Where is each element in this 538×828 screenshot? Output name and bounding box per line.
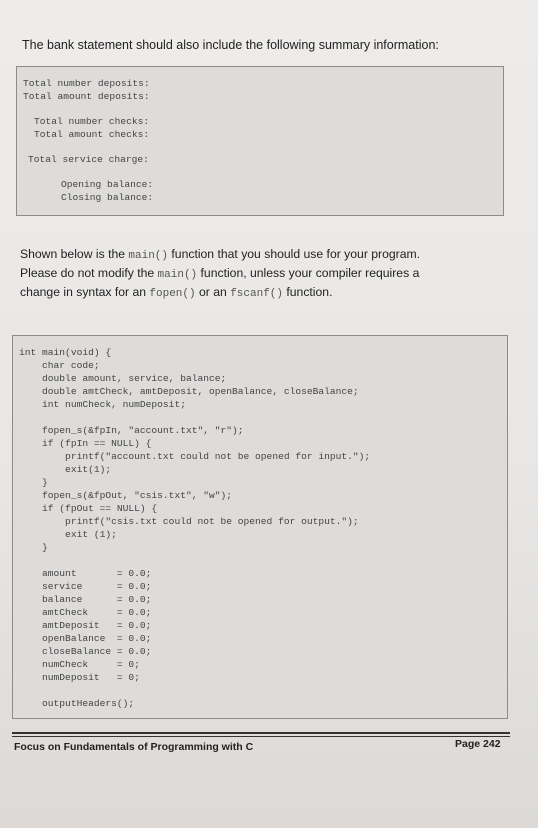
summary-line: Total service charge:	[28, 154, 149, 165]
paragraph-line: change in syntax for an fopen() or an fscanf() function.	[20, 285, 333, 300]
code-line: amtCheck = 0.0;	[19, 607, 152, 618]
intro-text: The bank statement should also include the following summary information:	[22, 38, 439, 52]
paragraph-line: Shown below is the main() function that you should use for your program.	[20, 247, 421, 262]
code-line: fopen_s(&fpOut, "csis.txt", "w");	[19, 490, 233, 501]
footer-rule-thin	[12, 736, 510, 737]
code-line: closeBalance = 0.0;	[19, 646, 152, 657]
code-line: amount = 0.0;	[19, 568, 152, 579]
code-line: openBalance = 0.0;	[19, 633, 152, 644]
code-line: double amtCheck, amtDeposit, openBalance, closeBalance;	[19, 386, 359, 397]
summary-line: Closing balance:	[61, 192, 154, 203]
code-line: }	[19, 477, 48, 488]
code-line: double amount, service, balance;	[19, 373, 227, 384]
summary-line: Total number deposits:	[23, 78, 150, 89]
summary-box	[16, 66, 504, 216]
code-box	[12, 335, 508, 719]
code-line: if (fpIn == NULL) {	[19, 438, 152, 449]
inline-code: main()	[157, 269, 198, 281]
code-line: amtDeposit = 0.0;	[19, 620, 152, 631]
footer-book-title: Focus on Fundamentals of Programming with C	[14, 741, 254, 753]
code-line: printf("account.txt could not be opened for input.");	[19, 451, 371, 462]
code-line: }	[19, 542, 48, 553]
code-line: int main(void) {	[19, 347, 112, 358]
code-line: numDeposit = 0;	[19, 672, 140, 683]
summary-line: Opening balance:	[61, 179, 154, 190]
code-line: if (fpOut == NULL) {	[19, 503, 158, 514]
summary-line: Total amount deposits:	[23, 91, 150, 102]
code-line: service = 0.0;	[19, 581, 152, 592]
code-line: char code;	[19, 360, 100, 371]
code-line: exit (1);	[19, 529, 117, 540]
code-line: exit(1);	[19, 464, 112, 475]
code-line: int numCheck, numDeposit;	[19, 399, 186, 410]
inline-code: fopen()	[149, 288, 196, 300]
instruction-paragraph	[20, 246, 500, 303]
page-number: Page 242	[455, 738, 501, 750]
inline-code: fscanf()	[230, 288, 283, 300]
summary-line: Total number checks:	[34, 116, 150, 127]
code-line: printf("csis.txt could not be opened for output.");	[19, 516, 359, 527]
paragraph-line: Please do not modify the main() function, unless your compiler requires a	[20, 266, 420, 281]
inline-code: main()	[128, 250, 169, 262]
footer-rule-thick	[12, 732, 510, 734]
code-line: outputHeaders();	[19, 698, 135, 709]
code-line: fopen_s(&fpIn, "account.txt", "r");	[19, 425, 244, 436]
code-line: numCheck = 0;	[19, 659, 140, 670]
code-line: balance = 0.0;	[19, 594, 152, 605]
summary-line: Total amount checks:	[34, 129, 150, 140]
